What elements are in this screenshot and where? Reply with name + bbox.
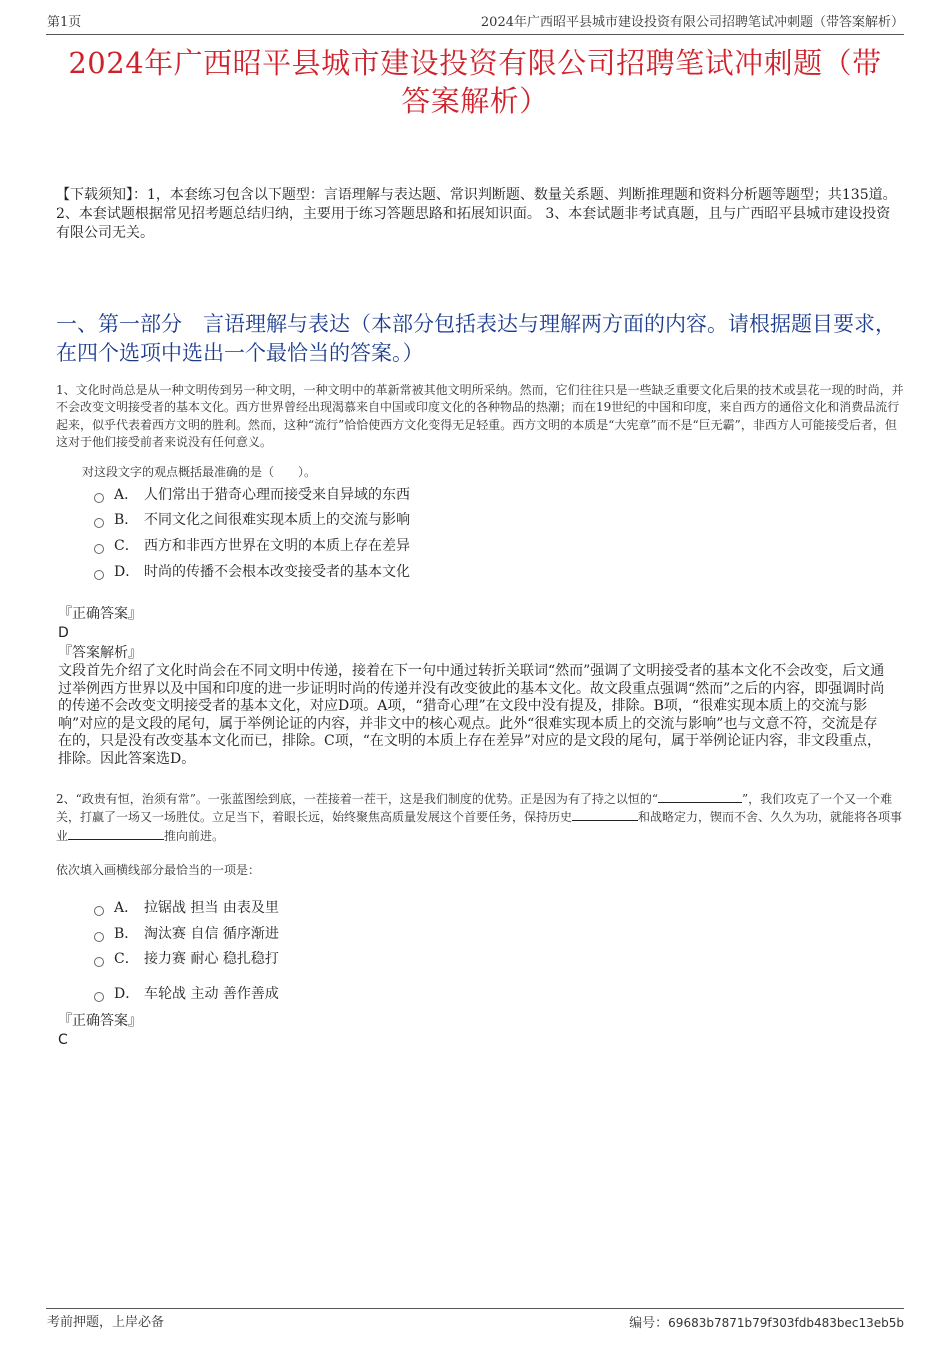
question-2-text xyxy=(56,790,906,845)
option-text: 不同文化之间很难实现本质上的交流与影响 xyxy=(144,512,410,528)
section-heading: 一、第一部分 言语理解与表达（本部分包括表达与理解两方面的内容。请根据题目要求，在四个选项中选出一个最恰当的答案。） xyxy=(56,312,896,365)
fill-blank-1 xyxy=(658,790,742,803)
option-text: 西方和非西方世界在文明的本质上存在差异 xyxy=(144,538,410,554)
option-letter: D． xyxy=(114,986,140,1002)
question-2-text-part1: 2、“政贵有恒，治须有常”。一张蓝图绘到底，一茬接着一茬干，这是我们制度的优势。正是因为有了持之以恒的“ xyxy=(56,792,659,806)
fill-blank-3 xyxy=(68,827,164,840)
page-title-line2: 答案解析） xyxy=(401,84,549,118)
question-2-option-a[interactable] xyxy=(94,899,279,917)
question-2-option-c[interactable] xyxy=(94,950,279,968)
option-letter: B． xyxy=(114,512,139,528)
page-number: 第1页 xyxy=(47,15,82,30)
header-divider xyxy=(46,34,904,35)
question-1-text: 1、文化时尚总是从一种文明传到另一种文明，一种文明中的革新常被其他文明所采纳。然而，它们往往只是一些缺乏重要文化后果的技术或昙花一现的时尚，并不会改变文明接受者的基本文化。西方世界曾经出现渴慕来自中国或印度文化的各种物品的热潮；而在19世纪的中国和印度，来自西方的通俗文化和消费品流行起来，似乎代表着西方文明的胜利。然而，这种“流行”恰恰使西方文化变得无足轻重。西方文明的本质是“大宪章”而不是“巨无霸”，非西方人可能接受后者，但这对于他们接受前者来说没有任何意义。 xyxy=(56,383,904,450)
option-letter: D． xyxy=(114,564,140,580)
option-letter: B． xyxy=(114,926,139,942)
footer-code-value: 69683b7871b79f303fdb483bec13eb5b xyxy=(668,1316,904,1330)
radio-button[interactable] xyxy=(94,493,104,503)
option-letter: A． xyxy=(114,487,139,503)
radio-button[interactable] xyxy=(94,570,104,580)
question-1-analysis-label: 『答案解析』 xyxy=(58,645,142,661)
question-1-option-c[interactable] xyxy=(94,537,410,555)
question-2-text-part2: ”，我们攻克了一个又一个难关，打赢了一场又一场胜仗。立足当下，着眼长远，始终聚焦高质量发展这个首要任务，保持历史 xyxy=(56,792,893,825)
radio-button[interactable] xyxy=(94,932,104,942)
question-1-answer-label: 『正确答案』 xyxy=(58,606,142,622)
radio-button[interactable] xyxy=(94,992,104,1002)
question-2-text-part3: 和战略定力，锲而不舍、久久为功，就能将各项事业 xyxy=(56,810,903,843)
question-2-answer-label: 『正确答案』 xyxy=(58,1013,142,1029)
option-letter: C． xyxy=(114,951,139,967)
question-2-prompt: 依次填入画横线部分最恰当的一项是： xyxy=(56,863,261,877)
question-1-prompt: 对这段文字的观点概括最准确的是（ ）。 xyxy=(82,465,317,479)
page-title xyxy=(46,44,904,120)
radio-button[interactable] xyxy=(94,518,104,528)
option-text: 淘汰赛 自信 循序渐进 xyxy=(144,926,279,942)
question-2-text-part4: 推向前进。 xyxy=(164,828,225,843)
footer-code-label: 编号： xyxy=(629,1316,669,1331)
option-letter: A． xyxy=(114,900,139,916)
option-text: 人们常出于猎奇心理而接受来自异域的东西 xyxy=(144,487,410,503)
question-2-option-b[interactable] xyxy=(94,925,279,943)
radio-button[interactable] xyxy=(94,544,104,554)
option-text: 拉锯战 担当 由表及里 xyxy=(144,900,279,916)
radio-button[interactable] xyxy=(94,957,104,967)
question-2-answer: C xyxy=(58,1032,68,1048)
fill-blank-2 xyxy=(572,808,638,821)
option-text: 接力赛 耐心 稳扎稳打 xyxy=(144,951,279,967)
footer-slogan: 考前押题，上岸必备 xyxy=(47,1315,165,1330)
question-1-option-a[interactable] xyxy=(94,486,410,504)
question-1-option-d[interactable] xyxy=(94,563,410,581)
page-title-line1: 2024年广西昭平县城市建设投资有限公司招聘笔试冲刺题（带 xyxy=(68,46,882,80)
question-1-answer: D xyxy=(58,625,69,641)
question-1-option-b[interactable] xyxy=(94,511,410,529)
footer-divider xyxy=(46,1308,904,1309)
footer-code xyxy=(629,1314,904,1333)
question-2-option-d[interactable] xyxy=(94,985,279,1003)
option-letter: C． xyxy=(114,538,139,554)
download-notice: 【下载须知】：1，本套练习包含以下题型：言语理解与表达题、常识判断题、数量关系题、判断推理题和资料分析题等题型；共135道。 2、本套试题根据常见招考题总结归纳，主要用于练习答题思路和拓展知识面。 3、本套试题非考试真题，且与广西昭平县城市建设投资有限公司无关。 xyxy=(56,187,897,241)
header-doc-title: 2024年广西昭平县城市建设投资有限公司招聘笔试冲刺题（带答案解析） xyxy=(480,15,904,30)
option-text: 时尚的传播不会根本改变接受者的基本文化 xyxy=(144,564,410,580)
question-1-analysis: 文段首先介绍了文化时尚会在不同文明中传递，接着在下一句中通过转折关联词“然而”强调了文明接受者的基本文化不会改变，后文通过举例西方世界以及中国和印度的进一步证明时尚的传递并没有改变彼此的基本文化。故文段重点强调“然而”之后的内容，即强调时尚的传递不会改变文明接受者的基本文化，对应D项。A项，“猎奇心理”在文段中没有提及，排除。B项，“很难实现本质上的交流与影响”对应的是文段的尾句，属于举例论证的内容，并非文中的核心观点。此外“很难实现本质上的交流与影响”也与文意不符，交流是存在的，只是没有改变基本文化而已，排除。C项，“在文明的本质上存在差异”对应的是文段的尾句，属于举例论证内容，非文段重点，排除。因此答案选D。 xyxy=(58,663,885,767)
option-text: 车轮战 主动 善作善成 xyxy=(144,986,279,1002)
radio-button[interactable] xyxy=(94,906,104,916)
